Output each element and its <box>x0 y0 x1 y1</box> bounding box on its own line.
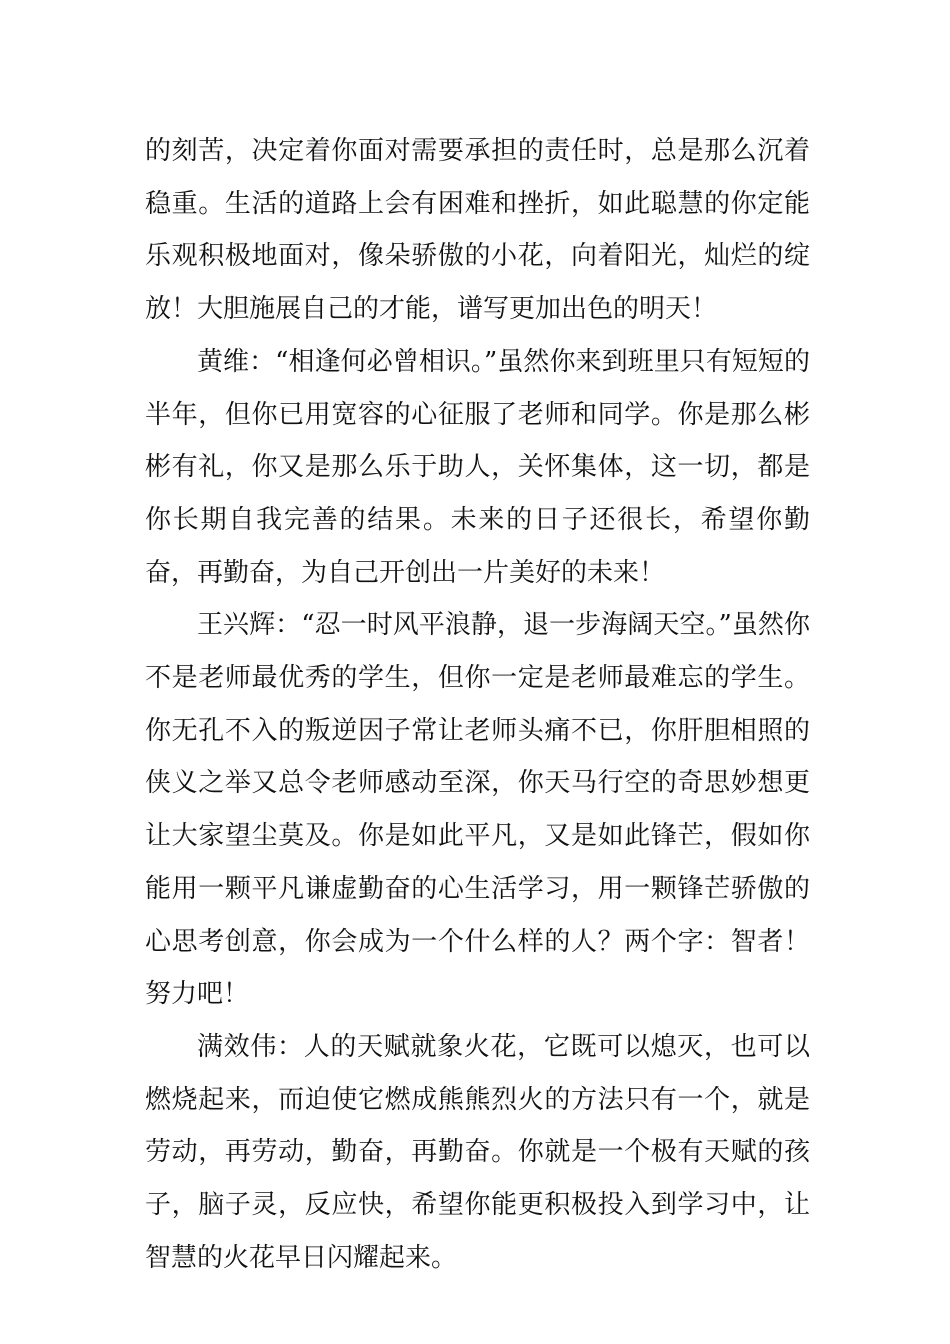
paragraph-continuation: 的刻苦，决定着你面对需要承担的责任时，总是那么沉着稳重。生活的道路上会有困难和挫折，如此聪慧的你定能乐观积极地面对，像朵骄傲的小花，向着阳光，灿烂的绽放！大胆施展自己的才能，谱写更加出色的明天！ <box>145 136 810 325</box>
document-body <box>145 125 810 1284</box>
paragraph-man-xiaowei: 满效伟：人的天赋就象火花，它既可以熄灭，也可以燃烧起来，而迫使它燃成熊熊烈火的方法只有一个，就是劳动，再劳动，勤奋，再勤奋。你就是一个极有天赋的孩子，脑子灵，反应快，希望你能更积极投入到学习中，让智慧的火花早日闪耀起来。 <box>145 1031 810 1273</box>
paragraph-wang-xinghui: 王兴辉：“忍一时风平浪静，退一步海阔天空。”虽然你不是老师最优秀的学生，但你一定是老师最难忘的学生。你无孔不入的叛逆因子常让老师头痛不已，你肝胆相照的侠义之举又总令老师感动至深，你天马行空的奇思妙想更让大家望尘莫及。你是如此平凡，又是如此锋芒，假如你能用一颗平凡谦虚勤奋的心生活学习，用一颗锋芒骄傲的心思考创意，你会成为一个什么样的人？两个字：智者！努力吧！ <box>145 610 810 1010</box>
paragraph-huang-wei: 黄维：“相逢何必曾相识。”虽然你来到班里只有短短的半年，但你已用宽容的心征服了老师和同学。你是那么彬彬有礼，你又是那么乐于助人，关怀集体，这一切，都是你长期自我完善的结果。未来的日子还很长，希望你勤奋，再勤奋，为自己开创出一片美好的未来！ <box>145 346 810 588</box>
